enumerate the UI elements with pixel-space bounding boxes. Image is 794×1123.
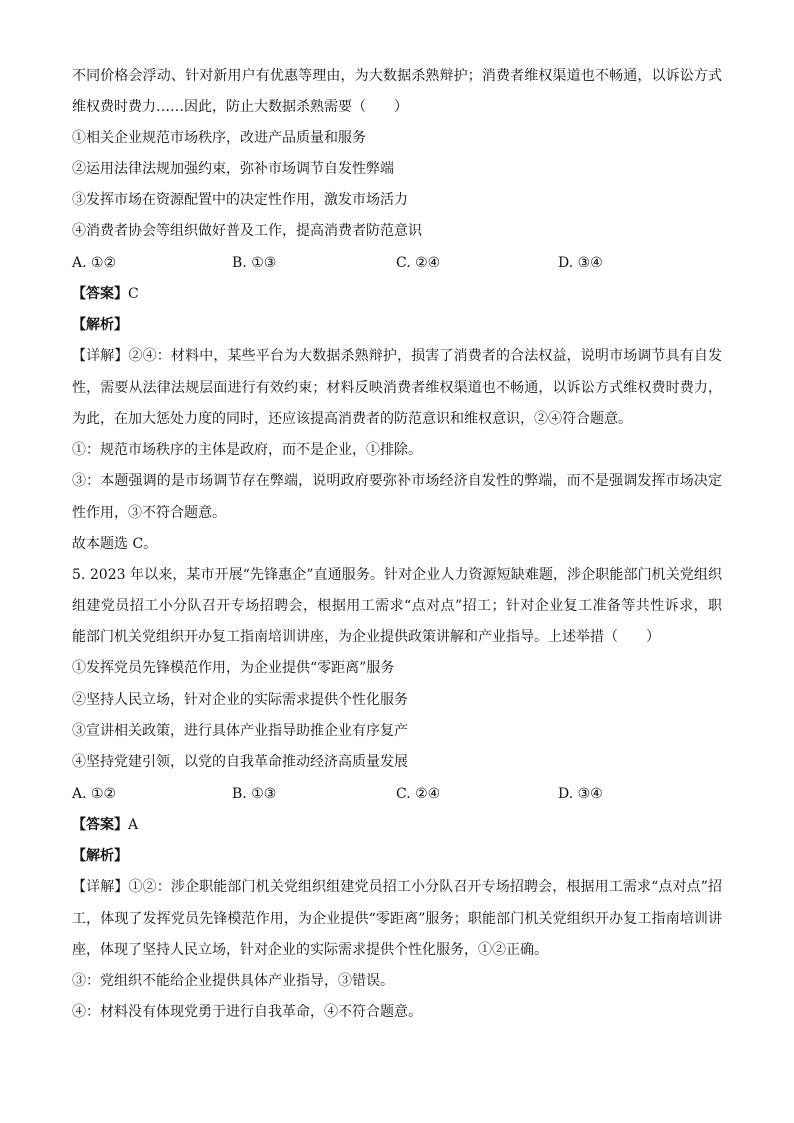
q4-note-1: ①：规范市场秩序的主体是政府，而不是企业，①排除。 — [72, 442, 422, 458]
q5-item-3: ③宣讲相关政策，进行具体产业指导助推企业有序复产 — [72, 723, 408, 739]
q4-stem-line-1: 不同价格会浮动、针对新用户有优惠等理由，为大数据杀熟辩护；消费者维权渠道也不畅通，以诉讼方式 — [72, 68, 722, 84]
q4-note-3: 性作用，③不符合题意。 — [72, 505, 226, 521]
q4-option-d: D. ③④ — [558, 255, 603, 271]
q5-option-a: A. ①② — [72, 786, 117, 802]
q5-note-1: ③：党组织不能给企业提供具体产业指导，③错误。 — [72, 973, 394, 989]
q5-option-d: D. ③④ — [558, 786, 603, 802]
q4-answer — [72, 284, 139, 304]
q4-analysis-label: 【解析】 — [72, 317, 128, 333]
q5-option-b: B. ①③ — [232, 786, 277, 802]
q5-option-c: C. ②④ — [396, 786, 441, 802]
q5-item-1: ①发挥党员先锋模范作用，为企业提供“零距离”服务 — [72, 660, 395, 676]
answer-label: 【答案】 — [72, 286, 128, 302]
q4-item-3: ③发挥市场在资源配置中的决定性作用，激发市场活力 — [72, 192, 408, 208]
q5-stem-line-3: 能部门机关党组织开办复工指南培训讲座，为企业提供政策讲解和产业指导。上述举措（ ） — [72, 629, 660, 645]
q5-stem-line-1: 5. 2023 年以来，某市开展“先锋惠企”直通服务。针对企业人力资源短缺难题，涉企职能部门机关党组织 — [72, 567, 722, 583]
q4-note-2: ③：本题强调的是市场调节存在弊端，说明政府要弥补市场经济自发性的弊端，而不是强调发挥市场决定 — [72, 473, 722, 489]
q4-option-c: C. ②④ — [396, 255, 441, 271]
q5-item-4: ④坚持党建引领，以党的自我革命推动经济高质量发展 — [72, 754, 408, 770]
q4-item-2: ②运用法律法规加强约束，弥补市场调节自发性弊端 — [72, 161, 394, 177]
q5-answer — [72, 815, 138, 835]
q4-option-b: B. ①③ — [232, 255, 277, 271]
q4-stem-line-2: 维权费时费力……因此，防止大数据杀熟需要（ ） — [72, 99, 408, 115]
answer-label: 【答案】 — [72, 817, 128, 833]
q5-analysis-label: 【解析】 — [72, 848, 128, 864]
q4-option-a: A. ①② — [72, 255, 117, 271]
q5-note-2: ④：材料没有体现党勇于进行自我革命，④不符合题意。 — [72, 1004, 422, 1020]
q4-item-1: ①相关企业规范市场秩序，改进产品质量和服务 — [72, 130, 366, 146]
q4-conclusion: 故本题选 C。 — [72, 536, 158, 552]
q5-item-2: ②坚持人民立场，针对企业的实际需求提供个性化服务 — [72, 692, 408, 708]
q4-detail-line-2: 性，需要从法律法规层面进行有效约束；材料反映消费者维权渠道也不畅通，以诉讼方式维权费时费力， — [72, 380, 722, 396]
q5-detail-line-2: 工，体现了发挥党员先锋模范作用，为企业提供“零距离”服务；职能部门机关党组织开办复工指南培训讲 — [72, 911, 722, 927]
answer-value: A — [128, 817, 139, 833]
q5-stem-line-2: 组建党员招工小分队召开专场招聘会，根据用工需求“点对点”招工；针对企业复工准备等共性诉求，职 — [72, 598, 722, 614]
q5-detail-line-3: 座，体现了坚持人民立场，针对企业的实际需求提供个性化服务，①②正确。 — [72, 942, 548, 958]
q4-item-4: ④消费者协会等组织做好普及工作，提高消费者防范意识 — [72, 223, 422, 239]
q4-detail-line-1: 【详解】②④：材料中，某些平台为大数据杀熟辩护，损害了消费者的合法权益，说明市场调节具有自发 — [72, 348, 722, 364]
q5-detail-line-1: 【详解】①②：涉企职能部门机关党组织组建党员招工小分队召开专场招聘会，根据用工需求“点对点”招 — [72, 879, 722, 895]
answer-value: C — [128, 286, 139, 302]
q4-detail-line-3: 为此，在加大惩处力度的同时，还应该提高消费者的防范意识和维权意识，②④符合题意。 — [72, 411, 632, 427]
